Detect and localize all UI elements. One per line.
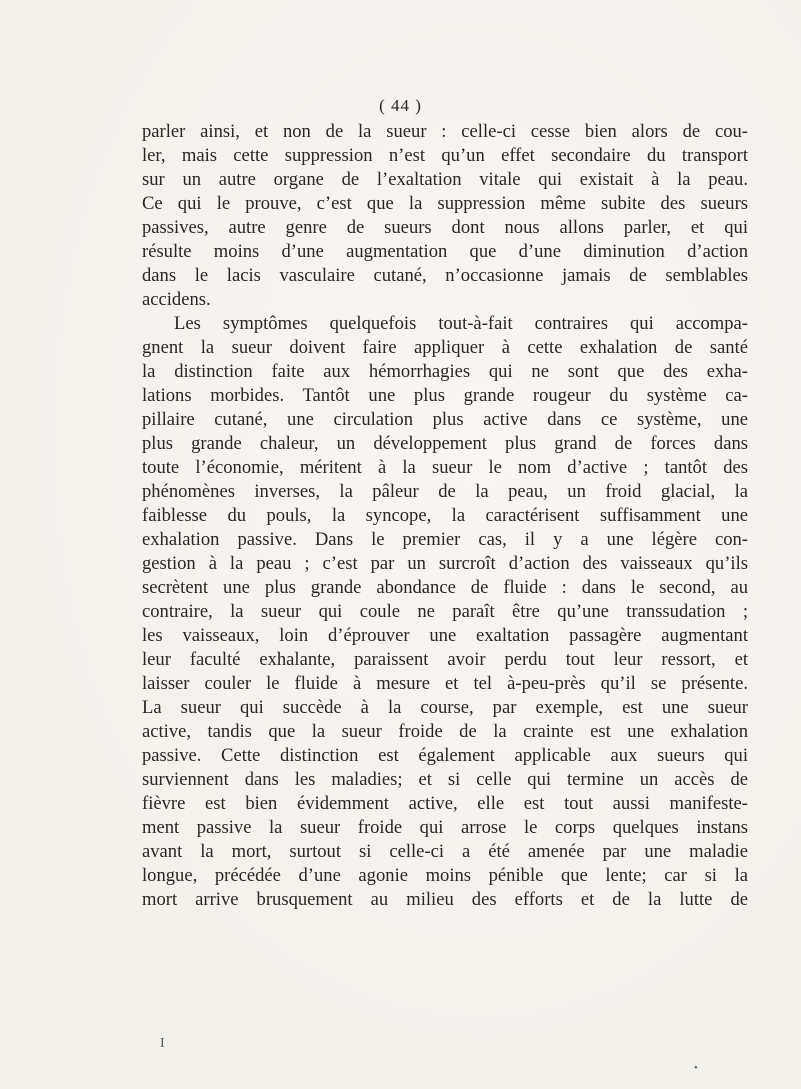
- text-line: sur un autre organe de l’exaltation vitale qui existait à la peau.: [142, 169, 748, 190]
- text-line: passive. Cette distinction est également applicable aux sueurs qui: [142, 745, 748, 766]
- text-line: gestion à la peau ; c’est par un surcroît d’action des vaisseaux qu’ils: [142, 553, 748, 574]
- text-line: exhalation passive. Dans le premier cas, il y a une légère con-: [142, 529, 748, 550]
- text-line: les vaisseaux, loin d’éprouver une exaltation passagère augmentant: [142, 625, 748, 646]
- text-line: leur faculté exhalante, paraissent avoir perdu tout leur ressort, et: [142, 649, 748, 670]
- text-line: Les symptômes quelquefois tout-à-fait contraires qui accompa-: [174, 313, 748, 334]
- text-line: ler, mais cette suppression n’est qu’un effet secondaire du transport: [142, 145, 748, 166]
- text-line: toute l’économie, méritent à la sueur le nom d’active ; tantôt des: [142, 457, 748, 478]
- body-text: [142, 120, 748, 912]
- text-line: la distinction faite aux hémorrhagies qui ne sont que des exha-: [142, 361, 748, 382]
- text-line: passives, autre genre de sueurs dont nous allons parler, et qui: [142, 217, 748, 238]
- text-line: Ce qui le prouve, c’est que la suppression même subite des sueurs: [142, 193, 748, 214]
- margin-mark-left: I: [160, 1036, 165, 1051]
- text-line: accidens.: [142, 289, 211, 310]
- text-line: La sueur qui succède à la course, par exemple, est une sueur: [142, 697, 748, 718]
- text-line: faiblesse du pouls, la syncope, la caractérisent suffisamment une: [142, 505, 748, 526]
- text-line: plus grande chaleur, un développement plus grand de forces dans: [142, 433, 748, 454]
- text-line: avant la mort, surtout si celle-ci a été amenée par une maladie: [142, 841, 748, 862]
- text-line: pillaire cutané, une circulation plus active dans ce système, une: [142, 409, 748, 430]
- text-line: dans le lacis vasculaire cutané, n’occasionne jamais de semblables: [142, 265, 748, 286]
- text-line: laisser couler le fluide à mesure et tel à-peu-près qu’il se présente.: [142, 673, 748, 694]
- text-line: lations morbides. Tantôt une plus grande rougeur du système ca-: [142, 385, 748, 406]
- text-line: résulte moins d’une augmentation que d’une diminution d’action: [142, 241, 748, 262]
- text-line: secrètent une plus grande abondance de fluide : dans le second, au: [142, 577, 748, 598]
- margin-mark-right: •: [694, 1063, 698, 1074]
- text-line: surviennent dans les maladies; et si celle qui termine un accès de: [142, 769, 748, 790]
- text-line: ment passive la sueur froide qui arrose le corps quelques instans: [142, 817, 748, 838]
- text-line: phénomènes inverses, la pâleur de la peau, un froid glacial, la: [142, 481, 748, 502]
- text-line: active, tandis que la sueur froide de la crainte est une exhalation: [142, 721, 748, 742]
- page-number: ( 44 ): [379, 96, 422, 115]
- text-line: gnent la sueur doivent faire appliquer à cette exhalation de santé: [142, 337, 748, 358]
- text-line: mort arrive brusquement au milieu des efforts et de la lutte de: [142, 889, 748, 910]
- text-line: parler ainsi, et non de la sueur : celle-ci cesse bien alors de cou-: [142, 121, 748, 142]
- text-line: fièvre est bien évidemment active, elle est tout aussi manifeste-: [142, 793, 748, 814]
- text-line: contraire, la sueur qui coule ne paraît être qu’une transsudation ;: [142, 601, 748, 622]
- text-line: longue, précédée d’une agonie moins pénible que lente; car si la: [142, 865, 748, 886]
